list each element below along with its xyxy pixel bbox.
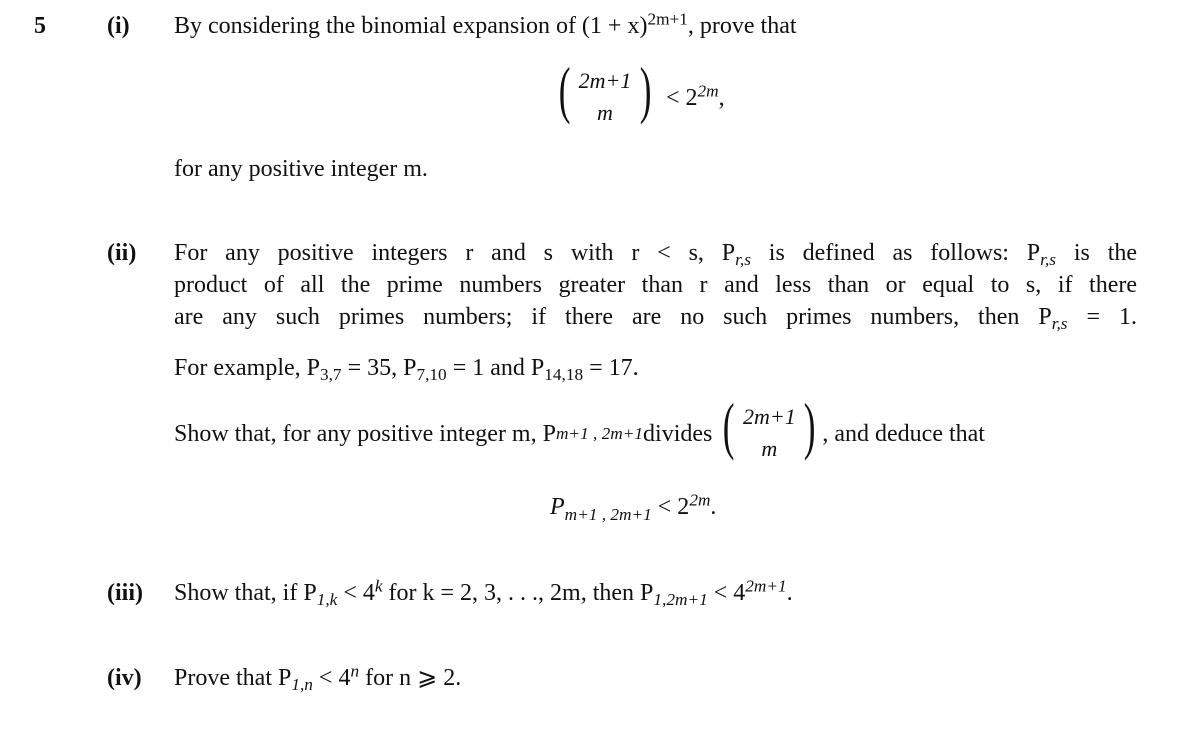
example-d: = 17. [583,355,639,381]
part-i-closing: for any positive integer m. [174,156,428,182]
part-ii-example [174,354,639,383]
part-i-display-rel [666,80,725,111]
part-ii-label: (ii) [107,240,137,266]
part-ii-binomial [723,390,816,466]
part-ii-line3-end: = 1. [1067,304,1137,330]
part-i-binomial [558,54,652,130]
part-ii-show: Show that, for any positive integer m, P m+1 , 2m+1 divides ( 2m+1 m ) , and deduce that [174,402,985,466]
show-b: divides [643,420,713,447]
part-ii-display-equation [550,490,717,525]
part-iv-text [174,661,462,694]
part-iv-label: (iv) [107,665,142,691]
iii-exp2: 2m+1 [745,576,787,596]
part-ii-line3-sub: r,s [1051,313,1068,333]
iv-a: Prove that P [174,665,292,691]
iii-exp1: k [374,576,383,596]
display-rel: < 2 [651,494,690,520]
example-sub2: 7,10 [416,364,447,384]
part-ii-line2: product of all the prime numbers greater than r and less than or equal to s, if there [174,272,1137,298]
example-c: = 1 and P [446,355,545,381]
part-i-intro [174,9,797,41]
display-end: . [710,494,717,520]
iv-c: for n ⩾ 2. [359,665,462,691]
part-i-display-rel-text: < 2 [666,84,698,111]
part-ii-line3-a: are any such primes numbers; if there are no such primes numbers, then P [174,304,1052,330]
iii-a: Show that, if P [174,580,317,606]
binomial-bottom: m [597,100,613,125]
show-a: Show that, for any positive integer m, P [174,420,556,447]
display-sub: m+1 , 2m+1 [564,505,652,525]
iii-c: for k = 2, 3, . . ., 2m, then P [382,580,654,606]
part-ii-line1-a: For any positive integers r and s with r < s, P [174,240,736,266]
part-i-label: (i) [107,13,130,39]
example-sub1: 3,7 [319,364,342,384]
display-p: P [550,494,565,520]
part-i-display-equation [558,54,725,130]
iv-exp: n [350,661,360,681]
iii-sub1: 1,k [316,589,338,609]
part-i-display-exponent: 2m [697,80,719,100]
left-paren: ( [558,54,571,125]
iv-b: < 4 [312,665,351,691]
part-ii-line3 [174,303,1137,332]
show-c: , and deduce that [822,420,985,447]
right-paren: ) [639,54,652,125]
part-i-intro-text: By considering the binomial expansion of (1 + x) [174,13,648,39]
part-ii-line1-sub2: r,s [1040,249,1056,269]
part-ii-line1 [174,239,1137,268]
left-paren: ( [723,390,735,461]
binomial-top: 2m+1 [578,68,632,93]
example-sub3: 14,18 [544,364,584,384]
iv-sub: 1,n [291,674,313,694]
right-paren: ) [803,390,816,461]
binomial-top: 2m+1 [743,404,796,429]
part-ii-line1-b: is defined as follows: P [750,240,1041,266]
part-iii-text [174,576,793,609]
part-i-intro-exponent: 2m+1 [647,9,688,29]
part-ii-line1-c: is the [1056,240,1138,266]
part-iii-label: (iii) [107,580,143,606]
example-b: = 35, P [341,355,417,381]
display-exp: 2m [689,490,711,510]
iii-e: . [786,580,793,606]
part-i-intro-end: , prove that [687,13,797,39]
example-a: For example, P [174,355,320,381]
part-ii-line1-sub: r,s [735,249,751,269]
part-i-display-end: , [718,84,725,111]
binomial-bottom: m [761,436,778,461]
iii-b: < 4 [337,580,375,606]
iii-d: < 4 [707,580,746,606]
iii-sub2: 1,2m+1 [653,589,708,609]
question-number: 5 [34,13,46,39]
